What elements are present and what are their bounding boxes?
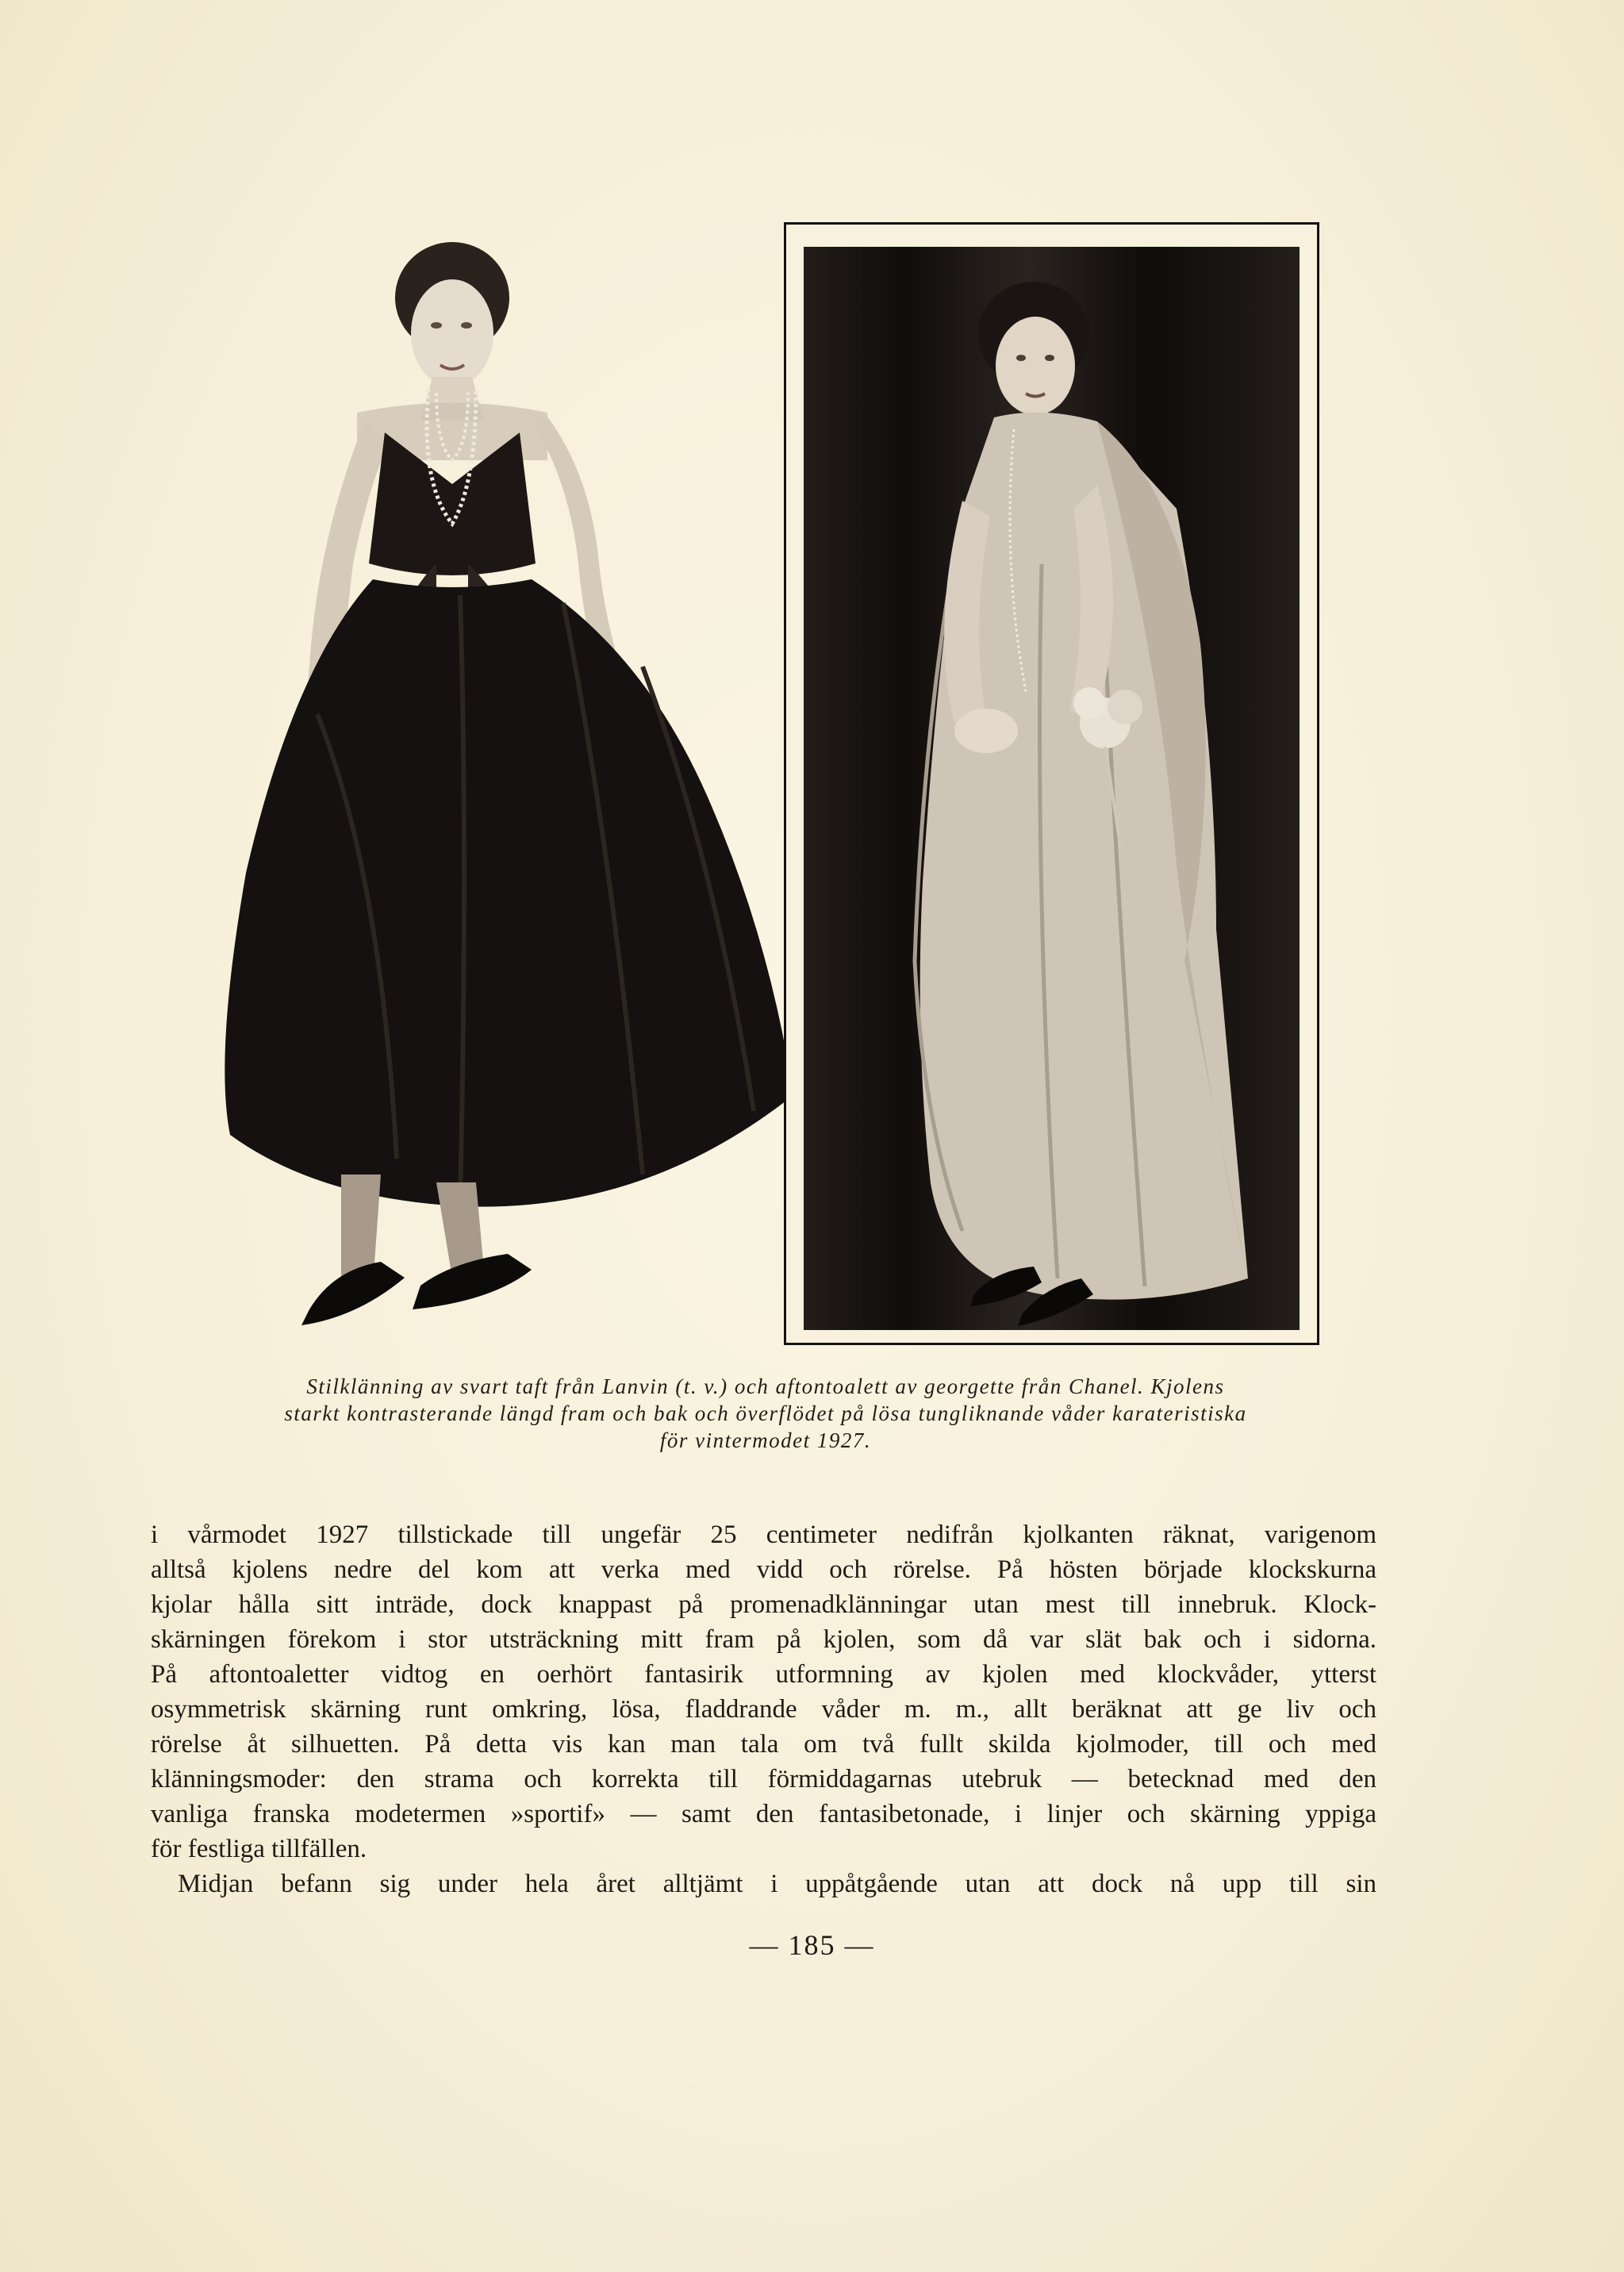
text-line: kjolar hålla sitt inträde, dock knappast på promenadklänningar utan mest till innebruk. Klock- — [151, 1590, 1376, 1619]
figure-caption — [151, 1373, 1380, 1454]
caption-line: starkt kontrasterande längd fram och bak och överflödet på lösa tungliknande våder karateristiska — [284, 1401, 1247, 1425]
text-line: På aftontoaletter vidtog en oerhört fantasirik utformning av kjolen med klockvåder, ytterst — [151, 1660, 1376, 1689]
body-text — [151, 1517, 1376, 1901]
photo-chanel-gown — [804, 247, 1300, 1330]
text-line: vanliga franska modetermen »sportif» — samt den fantasibetonade, i linjer och skärning yppiga — [151, 1800, 1376, 1828]
text-line: klänningsmoder: den strama och korrekta till förmiddagarnas utebruk — betecknad med den — [151, 1765, 1376, 1793]
photo-frame-chanel — [784, 222, 1319, 1345]
lanvin-dress-figure — [198, 222, 801, 1333]
text-line: osymmetrisk skärning runt omkring, lösa, fladdrande våder m. m., allt beräknat att ge liv och — [151, 1695, 1376, 1724]
text-line: skärningen förekom i stor utsträckning mitt fram på kjolen, som då var slät bak och i sidorna. — [151, 1625, 1376, 1654]
photo-lanvin-dress — [198, 222, 801, 1333]
text-line: för festliga tillfällen. — [151, 1835, 367, 1863]
text-line: rörelse åt silhuetten. På detta vis kan man tala om två fullt skilda kjolmoder, till och med — [151, 1730, 1376, 1759]
chanel-gown-figure — [804, 247, 1300, 1330]
caption-line: Stilklänning av svart taft från Lanvin (t. v.) och aftontoalett av georgette från Chanel. Kjolens — [306, 1374, 1225, 1398]
text-line: Midjan befann sig under hela året alltjämt i uppåtgående utan att dock nå upp till sin — [178, 1870, 1376, 1898]
page-number: — 185 — — [749, 1929, 875, 1961]
text-line: i vårmodet 1927 tillstickade till ungefär 25 centimeter nedifrån kjolkanten räknat, varigenom — [151, 1520, 1376, 1549]
caption-line: för vintermodet 1927. — [659, 1428, 872, 1452]
text-line: alltså kjolens nedre del kom att verka med vidd och rörelse. På hösten började klockskurna — [151, 1555, 1376, 1584]
